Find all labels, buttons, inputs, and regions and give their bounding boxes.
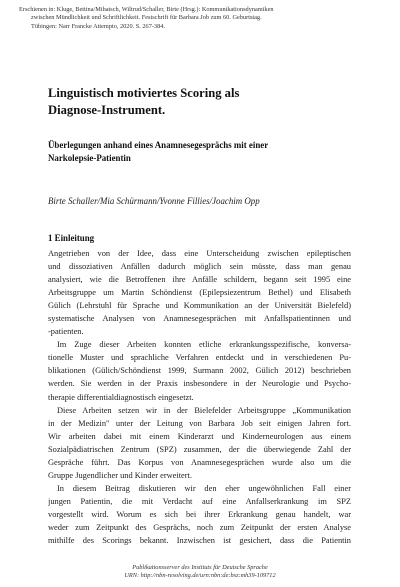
article-subtitle-line: Narkolepsie-Patientin <box>48 152 131 163</box>
text-line: Gruppe Jugendlicher und Kinder erweitert. <box>48 470 192 480</box>
text-line: Angetrieben von der Idee, dass eine Unterscheidung zwischen epileptischen <box>48 249 351 258</box>
text-line: Sozialpädiatrischen Zentrum (SPZ) zusammen, der die überwiegende Zahl der <box>48 444 351 454</box>
text-line: Arbeitsgruppe um Martin Schöndienst (Epilepsiezentrum Bethel) und Elisabeth <box>48 288 351 298</box>
page-footer <box>0 564 400 581</box>
paragraph-end <box>48 391 351 404</box>
paragraph <box>48 482 351 547</box>
text-line: therapie differentialdiagnostisch eingesetzt. <box>48 392 194 402</box>
text-line: werden. Sie werden in der Praxis insbesondere in der Neurologie und Psycho- <box>48 379 351 389</box>
text-line: Diese Arbeiten setzen wir in der Bielefelder Arbeitsgruppe „Kommunikation <box>57 405 351 415</box>
paragraph <box>48 247 351 325</box>
text-line: systematische Analysen von Anamnesegesprächen mit Anfallspatientinnen und <box>48 314 351 324</box>
article-subtitle-line: Überlegungen anhand eines Anamnesegesprächs mit einer <box>48 140 269 150</box>
text-line: tionelle Muster und sprachliche Verfahren entdeckt und in verschiedenen Pu- <box>48 353 351 363</box>
publication-note-line: Erschienen in: Kluge, Bettina/Mihatsch, Wiltrud/Schaller, Birte (Hrsg.): Kommunikationsdynamiken <box>19 6 274 13</box>
footer-urn: URN: http://nbn-resolving.de/urn:nbn:de:bsz:mh39-109712 <box>124 572 276 580</box>
text-line: blikationen (Gülich/Schöndienst 1999, Surmann 2002, Gülich 2012) beschrieben <box>48 366 351 376</box>
publication-note-line: zwischen Mündlichkeit und Schriftlichkeit. Festschrift für Barbara Job zum 60. Geburtstag. <box>31 14 262 22</box>
article-title-line: Diagnose-Instrument. <box>48 103 166 117</box>
text-line: In diesem Beitrag diskutieren wir den eher ungewöhnlichen Fall einer <box>57 483 351 493</box>
author-list: Birte Schaller/Mia Schürmann/Yvonne Fillies/Joachim Opp <box>48 196 260 206</box>
footer-publisher: Publikationsserver des Instituts für Deutsche Sprache <box>132 564 268 571</box>
article-title <box>48 85 368 119</box>
article-subtitle <box>48 139 378 164</box>
text-line: analysiert, wie die Betroffenen ihre Anfälle schildern, begann seit 1995 eine <box>48 275 351 285</box>
text-line: Gespräche führt. Das Korpus von Anamnesegesprächen wurde also um die <box>48 457 351 467</box>
publication-note <box>19 6 359 31</box>
text-line: Wir arbeiten dabei mit einem Kinderarzt und Kinderneurologen aus einem <box>48 431 351 441</box>
text-line: in der Medizin" unter der Leitung von Barbara Job seit einigen Jahren fort. <box>48 418 351 428</box>
text-line: jungen Patientin, die mit Verdacht auf eine Anfallserkrankung im SPZ <box>48 496 351 506</box>
text-line: Im Zuge dieser Arbeiten konnten etliche erkrankungsspezifische, konversa- <box>57 340 351 350</box>
paragraph <box>48 338 351 390</box>
article-title-line: Linguistisch motiviertes Scoring als <box>48 86 240 100</box>
text-line: Gülich (Lehrstuhl für Sprache und Kommunikation an der Universität Bielefeld) <box>48 301 351 311</box>
text-line: weder zum Zeitpunkt des Gesprächs, noch zum Zeitpunkt der ersten Analyse <box>48 522 351 532</box>
paragraph-end <box>48 325 351 338</box>
text-line: vorgestellt wird. Worum es sich bei ihrer Erkrankung genau handelt, war <box>48 509 351 519</box>
paragraph-end <box>48 469 351 482</box>
section-heading: 1 Einleitung <box>48 233 95 243</box>
body-text <box>48 247 351 547</box>
publication-note-line: Tübingen: Narr Francke Attempto, 2020. S. 267-384. <box>31 22 165 30</box>
text-line: mithilfe des Scorings bekannt. Inzwischen ist gesichert, dass die Patientin <box>48 536 351 546</box>
paragraph <box>48 404 351 469</box>
text-line: und dissoziativen Anfällen dadurch möglich sein müsste, dass man genau <box>48 262 351 272</box>
text-line: -patienten. <box>48 327 84 337</box>
